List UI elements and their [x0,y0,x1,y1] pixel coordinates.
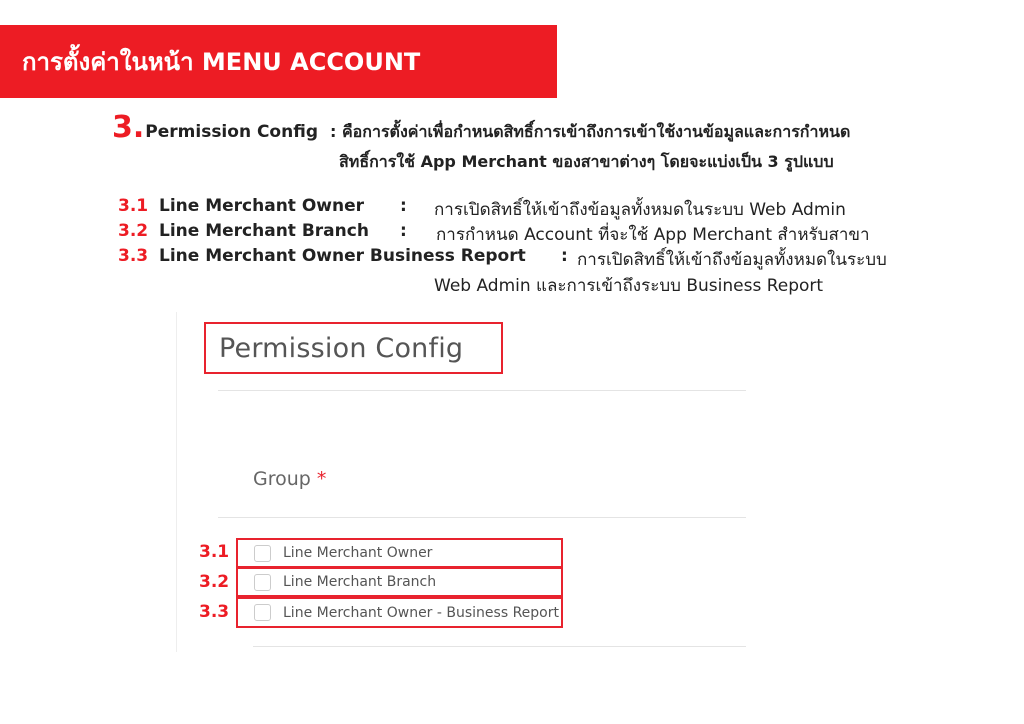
checkbox-branch[interactable] [254,574,271,591]
list-item [118,196,998,221]
item-label: Line Merchant Branch [159,221,369,241]
group-label [253,468,326,490]
required-mark: * [316,468,327,490]
item-number: 3.1 [118,196,149,216]
item-description: การเปิดสิทธิ์ให้เข้าถึงข้อมูลทั้งหมดในระบบ Web Admin [434,200,846,220]
item-label: Line Merchant Owner [159,196,365,216]
divider [218,390,746,391]
item-colon: : [400,196,407,216]
option-label: Line Merchant Owner [283,545,433,561]
option-tag: 3.1 [199,542,230,562]
banner-title: การตั้งค่าในหน้า MENU ACCOUNT [22,48,421,76]
option-tag: 3.2 [199,572,230,592]
section-description-line2: สิทธิ์การใช้ App Merchant ของสาขาต่างๆ โดยจะแบ่งเป็น 3 รูปแบบ [339,152,834,171]
panel-title: Permission Config [219,332,464,364]
item-number: 3.2 [118,221,149,241]
option-owner[interactable] [236,538,563,568]
option-tag: 3.3 [199,602,230,622]
item-colon: : [561,246,568,266]
group-label-text: Group [253,468,311,490]
item-description-line2: Web Admin และการเข้าถึงระบบ Business Report [434,276,824,296]
section-label: Permission Config [145,122,318,142]
option-owner-business-report[interactable] [236,597,563,628]
list-item [118,246,998,271]
panel-title-highlight [204,322,503,374]
option-label: Line Merchant Owner - Business Report [283,604,559,621]
intro-section [112,110,1012,171]
section-description-line1: : คือการตั้งค่าเพื่อกำหนดสิทธิ์การเข้าถึงการเข้าใช้งานข้อมูลและการกำหนด [330,122,851,141]
divider [218,517,746,518]
list-item [118,221,998,246]
item-label: Line Merchant Owner Business Report [159,246,526,266]
option-label: Line Merchant Branch [283,574,437,590]
divider [253,646,746,647]
item-description: การเปิดสิทธิ์ให้เข้าถึงข้อมูลทั้งหมดในระบบ [577,250,887,270]
header-banner [0,25,557,98]
section-number: 3. [112,110,145,145]
checkbox-owner-business-report[interactable] [254,604,271,621]
item-number: 3.3 [118,246,149,266]
item-description: การกำหนด Account ที่จะใช้ App Merchant สำหรับสาขา [436,225,870,245]
item-colon: : [400,221,407,241]
checkbox-owner[interactable] [254,545,271,562]
permission-list [118,196,998,296]
option-branch[interactable] [236,567,563,597]
